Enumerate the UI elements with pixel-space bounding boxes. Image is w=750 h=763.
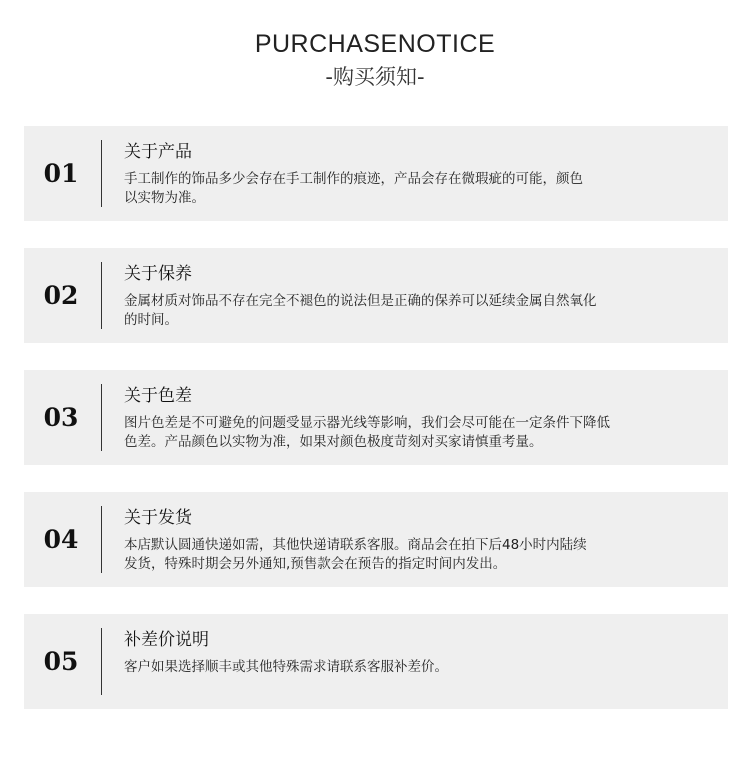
notice-divider: [101, 140, 102, 207]
page-header: [0, 28, 750, 92]
notice-heading: 关于产品: [124, 142, 192, 162]
notice-heading: 补差价说明: [124, 630, 209, 650]
notice-divider: [101, 384, 102, 451]
notice-list: [24, 126, 728, 736]
notice-text-line: 本店默认圆通快递如需，其他快递请联系客服。商品会在拍下后48小时内陆续: [124, 537, 587, 553]
notice-card-price-difference: [24, 614, 728, 709]
notice-number: 02: [43, 281, 79, 310]
notice-card-maintenance: [24, 248, 728, 343]
notice-divider: [101, 506, 102, 573]
notice-heading: 关于保养: [124, 264, 192, 284]
notice-body: [124, 506, 714, 574]
notice-card-shipping: [24, 492, 728, 587]
notice-text-line: 发货，特殊时期会另外通知,预售款会在预告的指定时间内发出。: [124, 556, 507, 572]
notice-number: 03: [43, 403, 79, 432]
notice-text-line: 的时间。: [124, 312, 178, 328]
notice-number: 04: [43, 525, 79, 554]
notice-divider: [101, 628, 102, 695]
notice-body: [124, 140, 714, 208]
notice-text-line: 色差。产品颜色以实物为准，如果对颜色极度苛刻对买家请慎重考量。: [124, 434, 543, 450]
notice-text-line: 客户如果选择顺丰或其他特殊需求请联系客服补差价。: [124, 659, 448, 675]
notice-number: 05: [43, 647, 79, 676]
notice-heading: 关于色差: [124, 386, 192, 406]
notice-text-line: 图片色差是不可避免的问题受显示器光线等影响，我们会尽可能在一定条件下降低: [124, 415, 610, 431]
notice-heading: 关于发货: [124, 508, 192, 528]
notice-divider: [101, 262, 102, 329]
page-title-chinese: -购买须知-: [325, 65, 425, 89]
notice-text-line: 金属材质对饰品不存在完全不褪色的说法但是正确的保养可以延续金属自然氧化: [124, 293, 597, 309]
notice-text-line: 手工制作的饰品多少会存在手工制作的痕迹，产品会存在微瑕疵的可能，颜色: [124, 171, 583, 187]
notice-card-product: [24, 126, 728, 221]
notice-text-line: 以实物为准。: [124, 190, 205, 206]
notice-number: 01: [43, 159, 79, 188]
notice-body: [124, 262, 714, 330]
notice-body: [124, 628, 714, 677]
notice-body: [124, 384, 714, 452]
page-title-english: PURCHASENOTICE: [254, 30, 496, 58]
notice-card-color-difference: [24, 370, 728, 465]
